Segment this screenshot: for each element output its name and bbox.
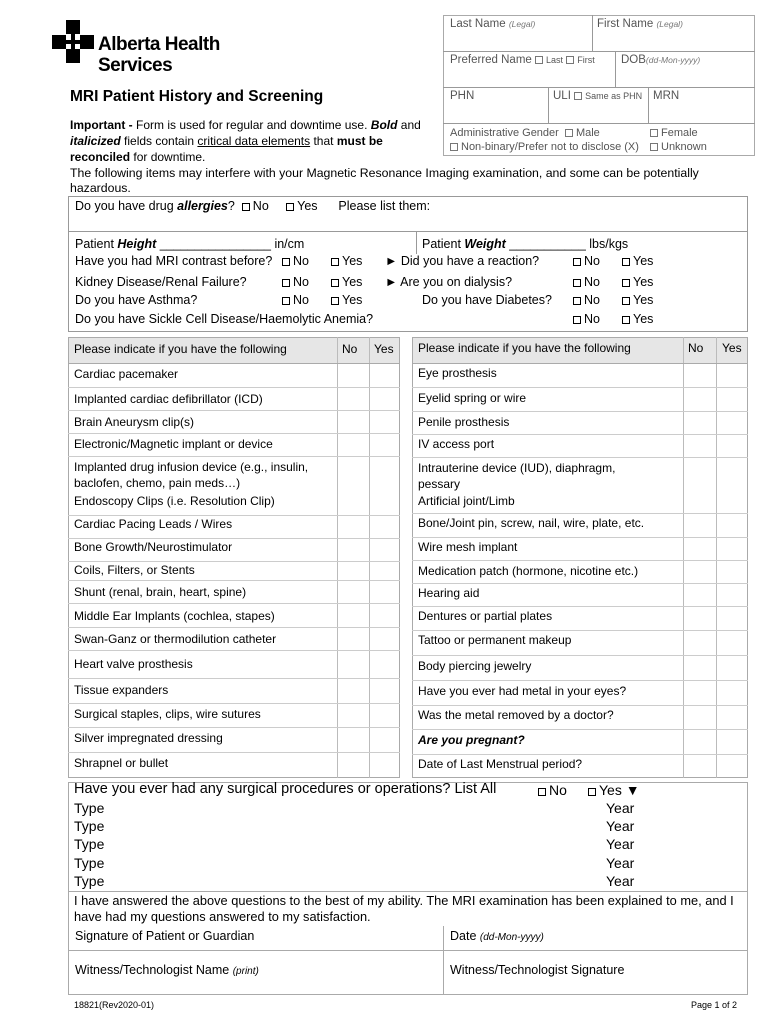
contrast-question: Have you had MRI contrast before? <box>75 254 273 268</box>
surgery-year-field[interactable]: Year <box>606 873 635 889</box>
allergies-list-label: Please list them: <box>338 199 431 213</box>
reaction-question: ► Did you have a reaction? <box>385 254 540 268</box>
preferred-name-label: Preferred Name <box>450 54 532 66</box>
table-row-label: Silver impregnated dressing <box>74 731 223 745</box>
last-name-label: Last Name <box>450 18 506 30</box>
dob-field[interactable] <box>621 54 700 66</box>
table-row-label: Medication patch (hormone, nicotine etc.) <box>418 564 639 578</box>
table-row-label: Penile prosthesis <box>418 415 510 429</box>
patient-height[interactable] <box>75 237 304 251</box>
surgery-type-field[interactable]: Type <box>74 800 105 816</box>
table-row-label: Intrauterine device (IUD), diaphragm, <box>418 461 616 475</box>
uli-field[interactable] <box>553 90 642 102</box>
table-row-label: Bone Growth/Neurostimulator <box>74 540 233 554</box>
org-name-line2: Services <box>98 55 173 76</box>
checkbox[interactable] <box>331 258 339 266</box>
table-row-label: baclofen, chemo, pain meds…) <box>74 476 241 490</box>
surgery-box <box>68 782 748 892</box>
intro-text-part: and <box>397 118 421 132</box>
table-row-label: Endoscopy Clips (i.e. Resolution Clip) <box>74 494 275 508</box>
table-row-label: Electronic/Magnetic implant or device <box>74 437 273 451</box>
table-row-label: Wire mesh implant <box>418 540 518 554</box>
sickle-no[interactable] <box>573 312 600 326</box>
height-label: Height <box>117 237 157 251</box>
dob-sub: (dd-Mon-yyyy) <box>645 55 701 65</box>
surgery-year-field[interactable]: Year <box>606 855 635 871</box>
asthma-question: Do you have Asthma? <box>75 293 198 307</box>
uli-label: ULI <box>553 90 571 102</box>
phn-field[interactable]: PHN <box>450 90 475 102</box>
row-divider <box>412 630 748 631</box>
allergies-yes-checkbox[interactable] <box>286 203 294 211</box>
warning-text: The following items may interfere with your Magnetic Resonance Imaging examination, and some can be potentially hazardous. <box>70 166 699 195</box>
checkbox[interactable] <box>573 258 581 266</box>
yes-label: Yes <box>342 275 363 289</box>
weight-label: Weight <box>464 237 506 251</box>
row-divider <box>412 729 748 730</box>
checkbox[interactable] <box>588 788 596 796</box>
attestation-text: I have answered the above questions to the best of my ability. The MRI examination has been explained to me, and I have had my questions answered to my satisfaction. <box>74 893 734 924</box>
table-row-label: Shunt (renal, brain, heart, spine) <box>74 585 247 599</box>
table-row-label: Eyelid spring or wire <box>418 391 527 405</box>
contrast-no[interactable] <box>282 254 309 268</box>
dob-label: DOB <box>621 54 646 66</box>
row-divider <box>412 606 748 607</box>
female-checkbox[interactable] <box>650 129 658 137</box>
dialysis-yes[interactable] <box>622 275 653 289</box>
intro-must: must be <box>336 134 383 148</box>
row-divider <box>68 627 400 628</box>
row-divider <box>412 705 748 706</box>
checkbox[interactable] <box>622 279 630 287</box>
form-number: 18821(Rev2020-01) <box>74 1000 155 1010</box>
divider <box>443 87 755 88</box>
intro-bold: Bold <box>370 118 398 132</box>
kidney-question: Kidney Disease/Renal Failure? <box>75 275 247 289</box>
table-row-label: pessary <box>418 477 461 491</box>
divider <box>369 337 370 778</box>
no-label: No <box>584 293 600 307</box>
same-as-phn-label: Same as PHN <box>585 91 643 101</box>
male-label: Male <box>575 127 600 139</box>
divider <box>443 123 755 124</box>
surgery-question-text: Have you ever had any surgical procedures or operations? List All <box>74 781 497 797</box>
first-option: First <box>577 55 595 65</box>
weight-line: ___________ lbs/kgs <box>505 237 629 251</box>
male-checkbox[interactable] <box>565 129 573 137</box>
intro-important: Important - <box>70 118 136 132</box>
unknown-checkbox[interactable] <box>650 143 658 151</box>
surgery-type-field[interactable]: Type <box>74 873 105 889</box>
dialysis-no[interactable] <box>573 275 600 289</box>
allergies-q-text: Do you have drug <box>75 199 178 213</box>
table-row-label: Hearing aid <box>418 586 480 600</box>
logo-mark-part <box>71 27 75 57</box>
surgery-no[interactable] <box>538 782 567 798</box>
first-name-label: First Name <box>597 18 654 30</box>
row-divider <box>412 583 748 584</box>
intro-text-part: fields contain <box>120 134 198 148</box>
row-divider <box>68 387 400 388</box>
allergies-question: Do you have drug allergies? No Yes Please list them: <box>75 199 431 213</box>
allergies-bold: allergies <box>177 199 228 213</box>
row-divider <box>412 387 748 388</box>
surgery-type-field[interactable]: Type <box>74 836 105 852</box>
diabetes-yes[interactable] <box>622 293 653 307</box>
gender-label: Administrative Gender <box>450 127 559 139</box>
last-name-field[interactable] <box>450 18 535 30</box>
table-row-label: Implanted cardiac defibrillator (ICD) <box>74 392 263 406</box>
reaction-yes[interactable] <box>622 254 653 268</box>
row-divider <box>68 410 400 411</box>
checkbox[interactable] <box>538 788 546 796</box>
intro-text-part: Form is used for regular and downtime use. <box>136 118 371 132</box>
divider <box>548 87 549 123</box>
divider <box>68 950 748 951</box>
table-row-label: IV access port <box>418 437 495 451</box>
right-yes-header: Yes <box>722 341 742 355</box>
height-pre: Patient <box>75 237 118 251</box>
table-row-label: Body piercing jewelry <box>418 659 532 673</box>
checkbox[interactable] <box>622 297 630 305</box>
date-sub: (dd-Mon-yyyy) <box>479 932 544 943</box>
asthma-no[interactable] <box>282 293 309 307</box>
divider <box>716 337 717 778</box>
first-name-field[interactable] <box>597 18 683 30</box>
divider <box>68 363 400 364</box>
divider <box>443 926 444 995</box>
checkbox[interactable] <box>573 297 581 305</box>
checkbox[interactable] <box>282 297 290 305</box>
date-label: Date <box>450 929 477 943</box>
table-row-label: Are you pregnant? <box>418 733 525 747</box>
right-table-header: Please indicate if you have the following <box>418 341 631 355</box>
height-line: ________________ in/cm <box>156 237 305 251</box>
table-row-label: Cardiac Pacing Leads / Wires <box>74 517 233 531</box>
table-row-label: Bone/Joint pin, screw, nail, wire, plate, etc. <box>418 516 645 530</box>
no-label: No <box>584 254 600 268</box>
yes-label: Yes ▼ <box>599 782 640 798</box>
table-row-label: Tattoo or permanent makeup <box>418 633 572 647</box>
female-option[interactable] <box>650 127 698 139</box>
row-divider <box>412 513 748 514</box>
surgery-year-field[interactable]: Year <box>606 800 635 816</box>
divider <box>337 337 338 778</box>
yes-label: Yes <box>633 275 654 289</box>
table-row-label: Swan-Ganz or thermodilution catheter <box>74 632 277 646</box>
same-as-phn-checkbox[interactable] <box>574 92 582 100</box>
dialysis-question: ► Are you on dialysis? <box>385 275 513 289</box>
divider <box>412 363 748 364</box>
intro-text-part: that <box>310 134 337 148</box>
tech-signature-field[interactable]: Witness/Technologist Signature <box>450 963 625 977</box>
divider <box>416 232 417 254</box>
nonbinary-label: Non-binary/Prefer not to disclose (X) <box>461 141 639 153</box>
weight-pre: Patient <box>422 237 465 251</box>
row-divider <box>68 580 400 581</box>
yes-label: Yes <box>633 254 654 268</box>
contrast-yes[interactable] <box>331 254 362 268</box>
row-divider <box>68 650 400 651</box>
witness-name-field[interactable] <box>75 963 259 977</box>
diabetes-no[interactable] <box>573 293 600 307</box>
checkbox[interactable] <box>282 279 290 287</box>
row-divider <box>68 703 400 704</box>
allergies-no-label: No <box>252 199 269 213</box>
divider <box>648 87 649 123</box>
intro-text-part: for downtime. <box>130 150 206 164</box>
witness-sub: (print) <box>232 966 259 977</box>
gender-field <box>450 127 600 139</box>
reaction-no[interactable] <box>573 254 600 268</box>
first-name-sub: (Legal) <box>656 19 683 29</box>
page-number: Page 1 of 2 <box>691 1000 738 1010</box>
allergies-yes-label: Yes <box>297 199 318 213</box>
no-label: No <box>293 293 309 307</box>
table-row-label: Surgical staples, clips, wire sutures <box>74 707 261 721</box>
table-row-label: Cardiac pacemaker <box>74 367 179 381</box>
surgery-year-field[interactable]: Year <box>606 818 635 834</box>
row-divider <box>412 457 748 458</box>
table-row-label: Brain Aneurysm clip(s) <box>74 415 195 429</box>
row-divider <box>412 754 748 755</box>
checkbox[interactable] <box>573 279 581 287</box>
last-option: Last <box>546 55 564 65</box>
allergies-no-checkbox[interactable] <box>242 203 250 211</box>
no-label: No <box>293 254 309 268</box>
table-row-label: Tissue expanders <box>74 683 169 697</box>
row-divider <box>68 561 400 562</box>
row-divider <box>412 655 748 656</box>
sickle-question: Do you have Sickle Cell Disease/Haemolytic Anemia? <box>75 312 374 326</box>
row-divider <box>412 411 748 412</box>
right-no-header: No <box>688 341 704 355</box>
row-divider <box>68 752 400 753</box>
no-label: No <box>293 275 309 289</box>
org-name-line1: Alberta Health <box>98 34 220 55</box>
mrn-field[interactable]: MRN <box>653 90 680 102</box>
checkbox[interactable] <box>573 316 581 324</box>
row-divider <box>68 433 400 434</box>
female-label: Female <box>661 127 698 139</box>
table-row-label: Date of Last Menstrual period? <box>418 757 583 771</box>
checkbox[interactable] <box>331 279 339 287</box>
table-row-label: Shrapnel or bullet <box>74 756 169 770</box>
checkbox[interactable] <box>331 297 339 305</box>
surgery-type-field[interactable]: Type <box>74 855 105 871</box>
no-label: No <box>549 782 567 798</box>
table-row-label: Dentures or partial plates <box>418 609 553 623</box>
row-divider <box>412 537 748 538</box>
unknown-option[interactable] <box>650 141 707 153</box>
page-title: MRI Patient History and Screening <box>70 88 324 105</box>
table-row-label: Artificial joint/Limb <box>418 494 515 508</box>
preferred-name-field[interactable] <box>450 54 595 66</box>
row-divider <box>412 560 748 561</box>
row-divider <box>68 515 400 516</box>
table-row-label: Implanted drug infusion device (e.g., insulin, <box>74 460 309 474</box>
last-name-sub: (Legal) <box>508 19 536 29</box>
kidney-no[interactable] <box>282 275 309 289</box>
kidney-yes[interactable] <box>331 275 362 289</box>
table-row-label: Coils, Filters, or Stents <box>74 563 195 577</box>
last-checkbox[interactable] <box>535 56 543 64</box>
row-divider <box>68 678 400 679</box>
first-checkbox[interactable] <box>566 56 574 64</box>
row-divider <box>68 727 400 728</box>
checkbox[interactable] <box>282 258 290 266</box>
divider <box>683 337 684 778</box>
surgery-yes[interactable] <box>588 782 640 798</box>
divider <box>443 51 755 52</box>
asthma-yes[interactable] <box>331 293 362 307</box>
surgery-question <box>74 781 496 797</box>
sickle-yes[interactable] <box>622 312 653 326</box>
checkbox[interactable] <box>622 316 630 324</box>
divider <box>615 51 616 87</box>
patient-signature-field[interactable]: Signature of Patient or Guardian <box>75 929 255 943</box>
divider <box>592 15 593 51</box>
checkbox[interactable] <box>622 258 630 266</box>
intro-text <box>70 117 445 165</box>
table-row-label: Was the metal removed by a doctor? <box>418 708 614 722</box>
intro-italicized: italicized <box>70 134 121 148</box>
left-no-header: No <box>342 342 358 356</box>
unknown-label: Unknown <box>661 141 707 153</box>
left-table-header: Please indicate if you have the following <box>74 342 287 356</box>
no-label: No <box>584 312 600 326</box>
nonbinary-checkbox[interactable] <box>450 143 458 151</box>
witness-label: Witness/Technologist Name <box>75 963 230 977</box>
yes-label: Yes <box>633 312 654 326</box>
intro-underline: critical data elements <box>197 134 311 148</box>
patient-weight[interactable] <box>422 237 628 251</box>
row-divider <box>68 456 400 457</box>
nonbinary-option[interactable] <box>450 141 639 153</box>
surgery-year-field[interactable]: Year <box>606 836 635 852</box>
row-divider <box>68 538 400 539</box>
table-row-label: Have you ever had metal in your eyes? <box>418 684 627 698</box>
yes-label: Yes <box>633 293 654 307</box>
yes-label: Yes <box>342 293 363 307</box>
left-yes-header: Yes <box>374 342 394 356</box>
row-divider <box>68 603 400 604</box>
diabetes-question: Do you have Diabetes? <box>422 293 552 307</box>
row-divider <box>412 434 748 435</box>
no-label: No <box>584 275 600 289</box>
surgery-type-field[interactable]: Type <box>74 818 105 834</box>
date-field[interactable] <box>450 929 544 943</box>
row-divider <box>412 680 748 681</box>
yes-label: Yes <box>342 254 363 268</box>
intro-reconciled: reconciled <box>70 150 131 164</box>
table-row-label: Middle Ear Implants (cochlea, stapes) <box>74 609 275 623</box>
table-row-label: Eye prosthesis <box>418 366 497 380</box>
table-row-label: Heart valve prosthesis <box>74 657 193 671</box>
